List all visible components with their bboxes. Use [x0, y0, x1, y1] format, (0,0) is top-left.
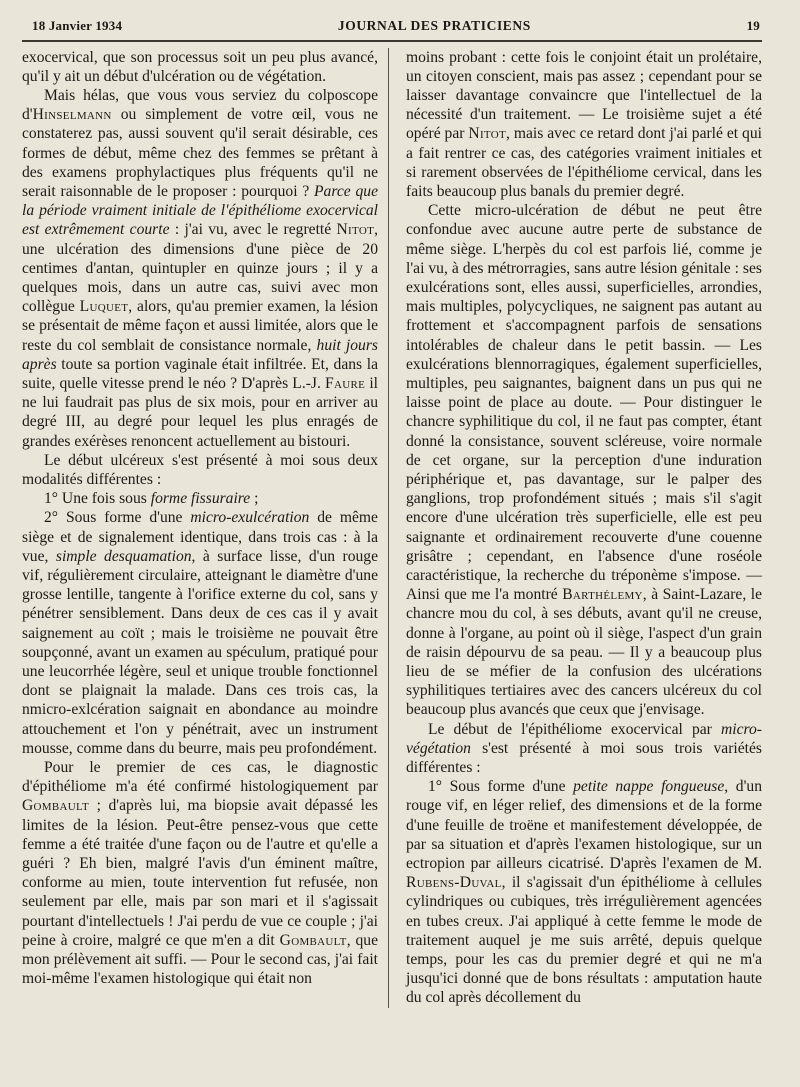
paragraph: 2° Sous forme d'une micro-exulcération de même siège et de signalement identique, dans trois cas : à la vue, simple desquamation, à surface lisse, d'un rouge vif, régulièrement circulaire, atteignant le diamètre d'une grosse lentille, tangente à l'orifice externe du col, sans y pénétrer sensiblement. Dans deux de ces cas il y avait saignement au coït ; mais le troisième ne pouvait être soupçonné, avant un examen au spéculum, pratiqué pour une leucorrhée légère, seul et unique trouble fonctionnel dont se plaignait la malade. Dans ces trois cas, la nmicro-exlcération saignait en abondance au moindre attouchement et l'on y pénétrait, avec un instrument mousse, comme dans du beurre, mais peu profondément.	[22, 509, 379, 757]
running-header	[22, 18, 762, 40]
right-column	[406, 48, 762, 1008]
author-name: Luquet	[79, 298, 129, 316]
emphasis: micro-exulcération	[190, 509, 310, 527]
author-name: Hinselmann	[32, 106, 112, 124]
journal-title: JOURNAL DES PRATICIENS	[337, 18, 531, 33]
author-name: Faure	[325, 374, 366, 392]
author-name: Gombault	[279, 931, 347, 949]
paragraph: Mais hélas, que vous vous serviez du colposcope d'Hinselmann ou simplement de votre œil, vous ne constaterez pas, aussi souvent qu'il serait désirable, ces formes de début, même chez des femmes se prêtant à des examens prophylactiques plus fréquents qu'il ne serait raisonnable de le proposer : pourquoi ? Parce que la période vraiment initiale de l'épithéliome exocervical est extrêmement courte : j'ai vu, avec le regretté Nitot, une ulcération des dimensions d'une pièce de 20 centimes d'antan, quintupler en quinze jours ; il y a quelques mois, dans un autre cas, suivi avec mon collègue Luquet, alors, qu'au premier examen, la lésion se présentait de même façon et aussi limitée, alors que le reste du col semblait de consistance normale, huit jours après toute sa portion vaginale était infiltrée. Et, dans la suite, quelle vitesse prend le néo ? D'après L.-J. Faure il ne lui faudrait pas plus de six mois, pour en arriver au degré III, au degré pour lequel les plus enragés de grandes exérèses renoncent actuellement au bistouri.	[22, 86, 379, 450]
author-name: Gombault	[22, 797, 90, 815]
author-name: Nitot	[468, 125, 507, 143]
paragraph: 1° Sous forme d'une petite nappe fongueuse, d'un rouge vif, en léger relief, des dimensions et de la forme d'une feuille de troëne et manifestement développée, de par sa situation et d'après l'examen histologique, sur un ectropion par ailleurs cicatrisé. D'après l'examen de M. Rubens-Duval, il s'agissait d'un épithéliome à cellules cylindriques ou cubiques, très irrégulièrement agencées en tubes creux. J'ai appliqué à cette femme le mode de traitement auquel je me suis arrêté, depuis quelque temps, pour les cas du premier degré et qui ne m'a jusqu'ici donné que de bons résultats : amputation haute du col après décollement du	[406, 778, 762, 1007]
emphasis: petite nappe fongueuse	[573, 778, 725, 796]
paragraph: moins probant : cette fois le conjoint était un prolétaire, un citoyen conscient, mais pas assez ; cependant pour se laisser davantage convaincre que l'intellectuel de la nécessité d'un traitement. — Le troisième sujet a été opéré par Nitot, mais avec ce retard dont j'ai parlé et qui a fait rentrer ce cas, des catégories vraiment initiales et si rarement observées de l'épithéliome cervical, dans les faits beaucoup plus banals du premier degré.	[406, 48, 762, 200]
page-number: 19	[746, 18, 760, 33]
author-name: Barthélemy	[562, 586, 643, 604]
emphasis: huit jours après	[22, 336, 378, 373]
emphasis: forme fissuraire	[150, 490, 251, 508]
paragraph: Le début ulcéreux s'est présenté à moi sous deux modalités différentes :	[22, 451, 378, 488]
emphasis: simple desquamation	[55, 547, 192, 565]
issue-date: 18 Janvier 1934	[32, 18, 123, 33]
paragraph: 1° Une fois sous forme fissuraire ;	[44, 490, 259, 508]
paragraph: exocervical, que son processus soit un peu plus avancé, qu'il y ait un début d'ulcération ou de végétation.	[22, 48, 378, 85]
author-name: Rubens-Duval	[406, 874, 502, 892]
paragraph: Pour le premier de ces cas, le diagnostic d'épithéliome m'a été confirmé histologiquement par Gombault ; d'après lui, ma biopsie avait dépassé les limites de la lésion. Peut-être pensez-vous que cette femme a été traitée d'une façon ou de l'autre et qu'elle a guéri ? Eh bien, malgré l'avis d'un éminent maître, conforme au mien, toute intervention fut refusée, non seulement par elle, mais par son mari et il s'agissait pourtant d'intellectuels ! J'ai perdu de vue ce couple ; j'ai peine à croire, malgré ce que m'en a dit Gombault, que mon prélèvement ait suffi. — Pour le second cas, j'ai fait moi-même l'examen histologique qui était non	[22, 759, 378, 988]
paragraph: Le début de l'épithéliome exocervical par micro-végétation s'est présenté à moi sous trois variétés différentes :	[406, 720, 762, 777]
two-column-body	[22, 48, 762, 1008]
header-rule	[22, 40, 762, 42]
left-column	[22, 48, 378, 1008]
author-name: Nitot	[336, 221, 375, 239]
paragraph: Cette micro-ulcération de début ne peut être confondue avec aucune autre perte de substance de même siège. L'herpès du col est parfois lié, comme je l'ai vu, à des métrorragies, sans autre lésion génitale : ses exulcérations sont, elles aussi, superficielles, arrondies, mais multiples, polycycliques, ne saignent pas autant au frottement et s'accompagnent parfois de sensations intolérables de chaleur dans le petit bassin. — Les exulcérations blennorragiques, également superficielles, multiples, peu saignantes, baignent dans un pus qui ne laisse point de place au doute. — Pour distinguer le chancre syphilitique du col, il ne faut pas compter, étant donné la consistance, souvent scléreuse, voire normale de cet organe, sur la perception d'une induration périphérique et, pas davantage, sur le palper des ganglions, trop profondément situés ; mais s'il s'agit encore d'une ulcération très superficielle, elle est peu saignante et ordinairement recouverte d'une couenne grisâtre ; cependant, en l'absence d'une roséole caractéristique, la recherche du tréponème s'impose. — Ainsi que me l'a montré Barthélemy, à Saint-Lazare, le chancre mou du col, à ses débuts, avant qu'il ne creuse, donne à l'organe, au point où il siège, l'aspect d'un grain de raisin dépourvu de sa peau. — Il y a beaucoup plus lieu de se méfier de la confusion des ulcérations syphilitiques tertiaires avec des cancers ulcéreux du col beaucoup plus avancés que ceux que j'envisage.	[406, 202, 762, 719]
emphasis: Parce que la période vraiment initiale de l'épithéliome exocervical est extrêmement courte	[22, 182, 378, 239]
emphasis: micro-végétation	[406, 720, 762, 757]
column-divider	[388, 48, 389, 1008]
